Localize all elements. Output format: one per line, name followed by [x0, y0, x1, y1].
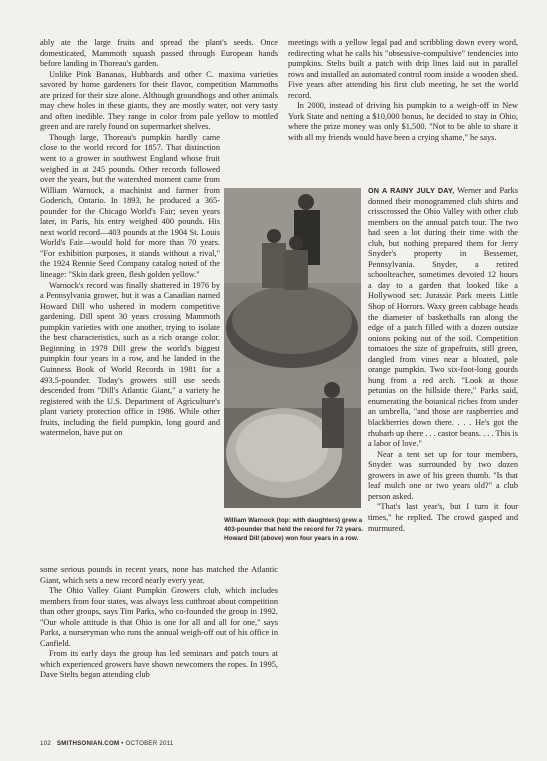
photo-caption: William Warnock (top: with daughters) grew a 403-pounder that held the record for 72 years. Howard Dill (above) won four years in a row. — [224, 517, 364, 543]
paragraph: Warnock's record was finally shattered in 1976 by a Pennsylvania grower, but it was a Canadian named Howard Dill who ushered in modern competitive gardening. Dill spent 30 years crossing Mammoth pumpkin varieties with one another, trying to isolate the best characteristics, such as a rich orange color. Beginning in 1979 Dill grew the world's biggest pumpkin four years in a row, and he landed in the Guinness Book of World Records in 1981 for a 493.5-pounder. Today's growers still use seeds descended from "Dill's Atlantic Giant," a variety he registered with the U.S. Department of Agriculture's plant variety protection office in 1986. While other fruits, including the field pumpkin, long gourd and watermelon, have put on — [40, 280, 220, 438]
paragraph: meetings with a yellow legal pad and scribbling down every word, redirecting what he calls his "obsessive-compulsive" tendencies into pumpkins. Stelts built a patch with drip lines laid out in parallel rows and installed an automated control room inside a wooden shed. Five years after attending his first club meeting, he set the world record. — [288, 38, 518, 100]
paragraph: ably ate the large fruits and spread the plant's seeds. Once domesticated, Mammoth squash passed through European hands before landing in Thoreau's garden. — [40, 38, 278, 69]
paragraph: Near a tent set up for tour members, Snyder was surrounded by two dozen growers in awe of his green thumb. "Is that leaf mulch one or two years old?" a club person asked. — [368, 449, 518, 501]
paragraph: Though large, Thoreau's pumpkin hardly came close to the world record for 1857. That distinction went to a grower in southwest England whose fruit weighed in at 245 pounds. Other records followed over the years, but the watershed moment came from William Warnock, a machinist and farmer from Goderich, Ontario. In 1893, he produced a 365-pounder for the Chicago World's Fair; seven years later, in Paris, his entry weighed 400 pounds. His next world record—403 pounds at the 1904 St. Louis World's Fair—would hold for more than 70 years. "For exhibition purposes, it stands without a rival," the 1924 Rennie Seed Company catalog noted of the lineage: "Skin dark green, flesh golden yellow." — [40, 132, 220, 280]
paragraph: In 2000, instead of driving his pumpkin to a weigh-off in New York State and netting a $10,000 bonus, he decided to stay in Ohio, where the prize money was only $1,500. "Not to be able to share it with all my friends would have been a crying shame," he says. — [288, 101, 518, 142]
footer-separator: • — [121, 740, 124, 747]
paragraph: "That's last year's, but I turn it four times," he replied. The crowd gasped and murmured. — [368, 502, 518, 533]
warnock-family-photo — [224, 188, 361, 368]
right-column-narrow — [368, 186, 518, 534]
paragraph: From its early days the group has led seminars and patch tours at which experienced growers have shown newcomers the ropes. In 1995, Dave Stelts began attending club — [40, 649, 278, 680]
dill-photo-image — [224, 368, 361, 508]
left-column-bottom — [40, 565, 278, 681]
paragraph: Unlike Pink Bananas, Hubbards and other C. maxima varieties savored by home gardeners for their flavor, competition Mammoths are prized for their size alone. Although groundhogs and other animals may chew holes in these giants, they are mostly water, not very tasty and often inedible. They range in color from pale yellow to mottled green and are rarely found on supermarket shelves. — [40, 69, 278, 132]
footer-brand: SMITHSONIAN.COM — [56, 740, 120, 747]
section-lead: ON A RAINY JULY DAY, — [368, 186, 455, 195]
page-number: 102 — [40, 740, 51, 747]
section-paragraph — [368, 186, 518, 450]
page-footer — [40, 740, 173, 747]
section-text: Werner and Parks donned their monogrammed club shirts and crisscrossed the Ohio Valley with other club members on the annual patch tour. The two had seen a lot during their time with the club, but nothing prepared them for Jerry Snyder's property in Bessemer, Pennsylvania. Snyder, a retired schoolteacher, sometimes devoted 12 hours a day to a garden that looked like a Hollywood set: Jurassic Park meets Little Shop of Horrors. Waxy green cabbage heads the diameter of basketballs ran along the edge of a patch filled with a dozen outsize onions poking out of the soil. Competition tomatoes the size of grapefruits, still green, dangled from vines near a bloated, pale orange pumpkin. Two six-foot-long gourds hung from a red arch. "Look at those petunias on the hillside there," Parks said, enumerating the botanical riches from under an umbrella, "and those are raspberries and blackberries down there. . . . He's got the rhubarb up there . . . castor beans. . . . This is a labor of love." — [368, 186, 518, 449]
warnock-photo-image — [224, 188, 361, 368]
paragraph: some serious pounds in recent years, none has matched the Atlantic Giant, which sets a new record nearly every year. — [40, 565, 278, 585]
dill-pumpkin-photo — [224, 368, 361, 508]
footer-issue: OCTOBER 2011 — [125, 740, 174, 747]
paragraph: The Ohio Valley Giant Pumpkin Growers club, which includes members from four states, was always less cutthroat about competition than other groups, says Tim Parks, who co-founded the group in 1992. "Our whole attitude is that Ohio is one for all and all for one," says Parks, a nurseryman who runs the annual weigh-off out of his office in Canfield. — [40, 586, 278, 648]
right-column-top — [288, 38, 518, 143]
